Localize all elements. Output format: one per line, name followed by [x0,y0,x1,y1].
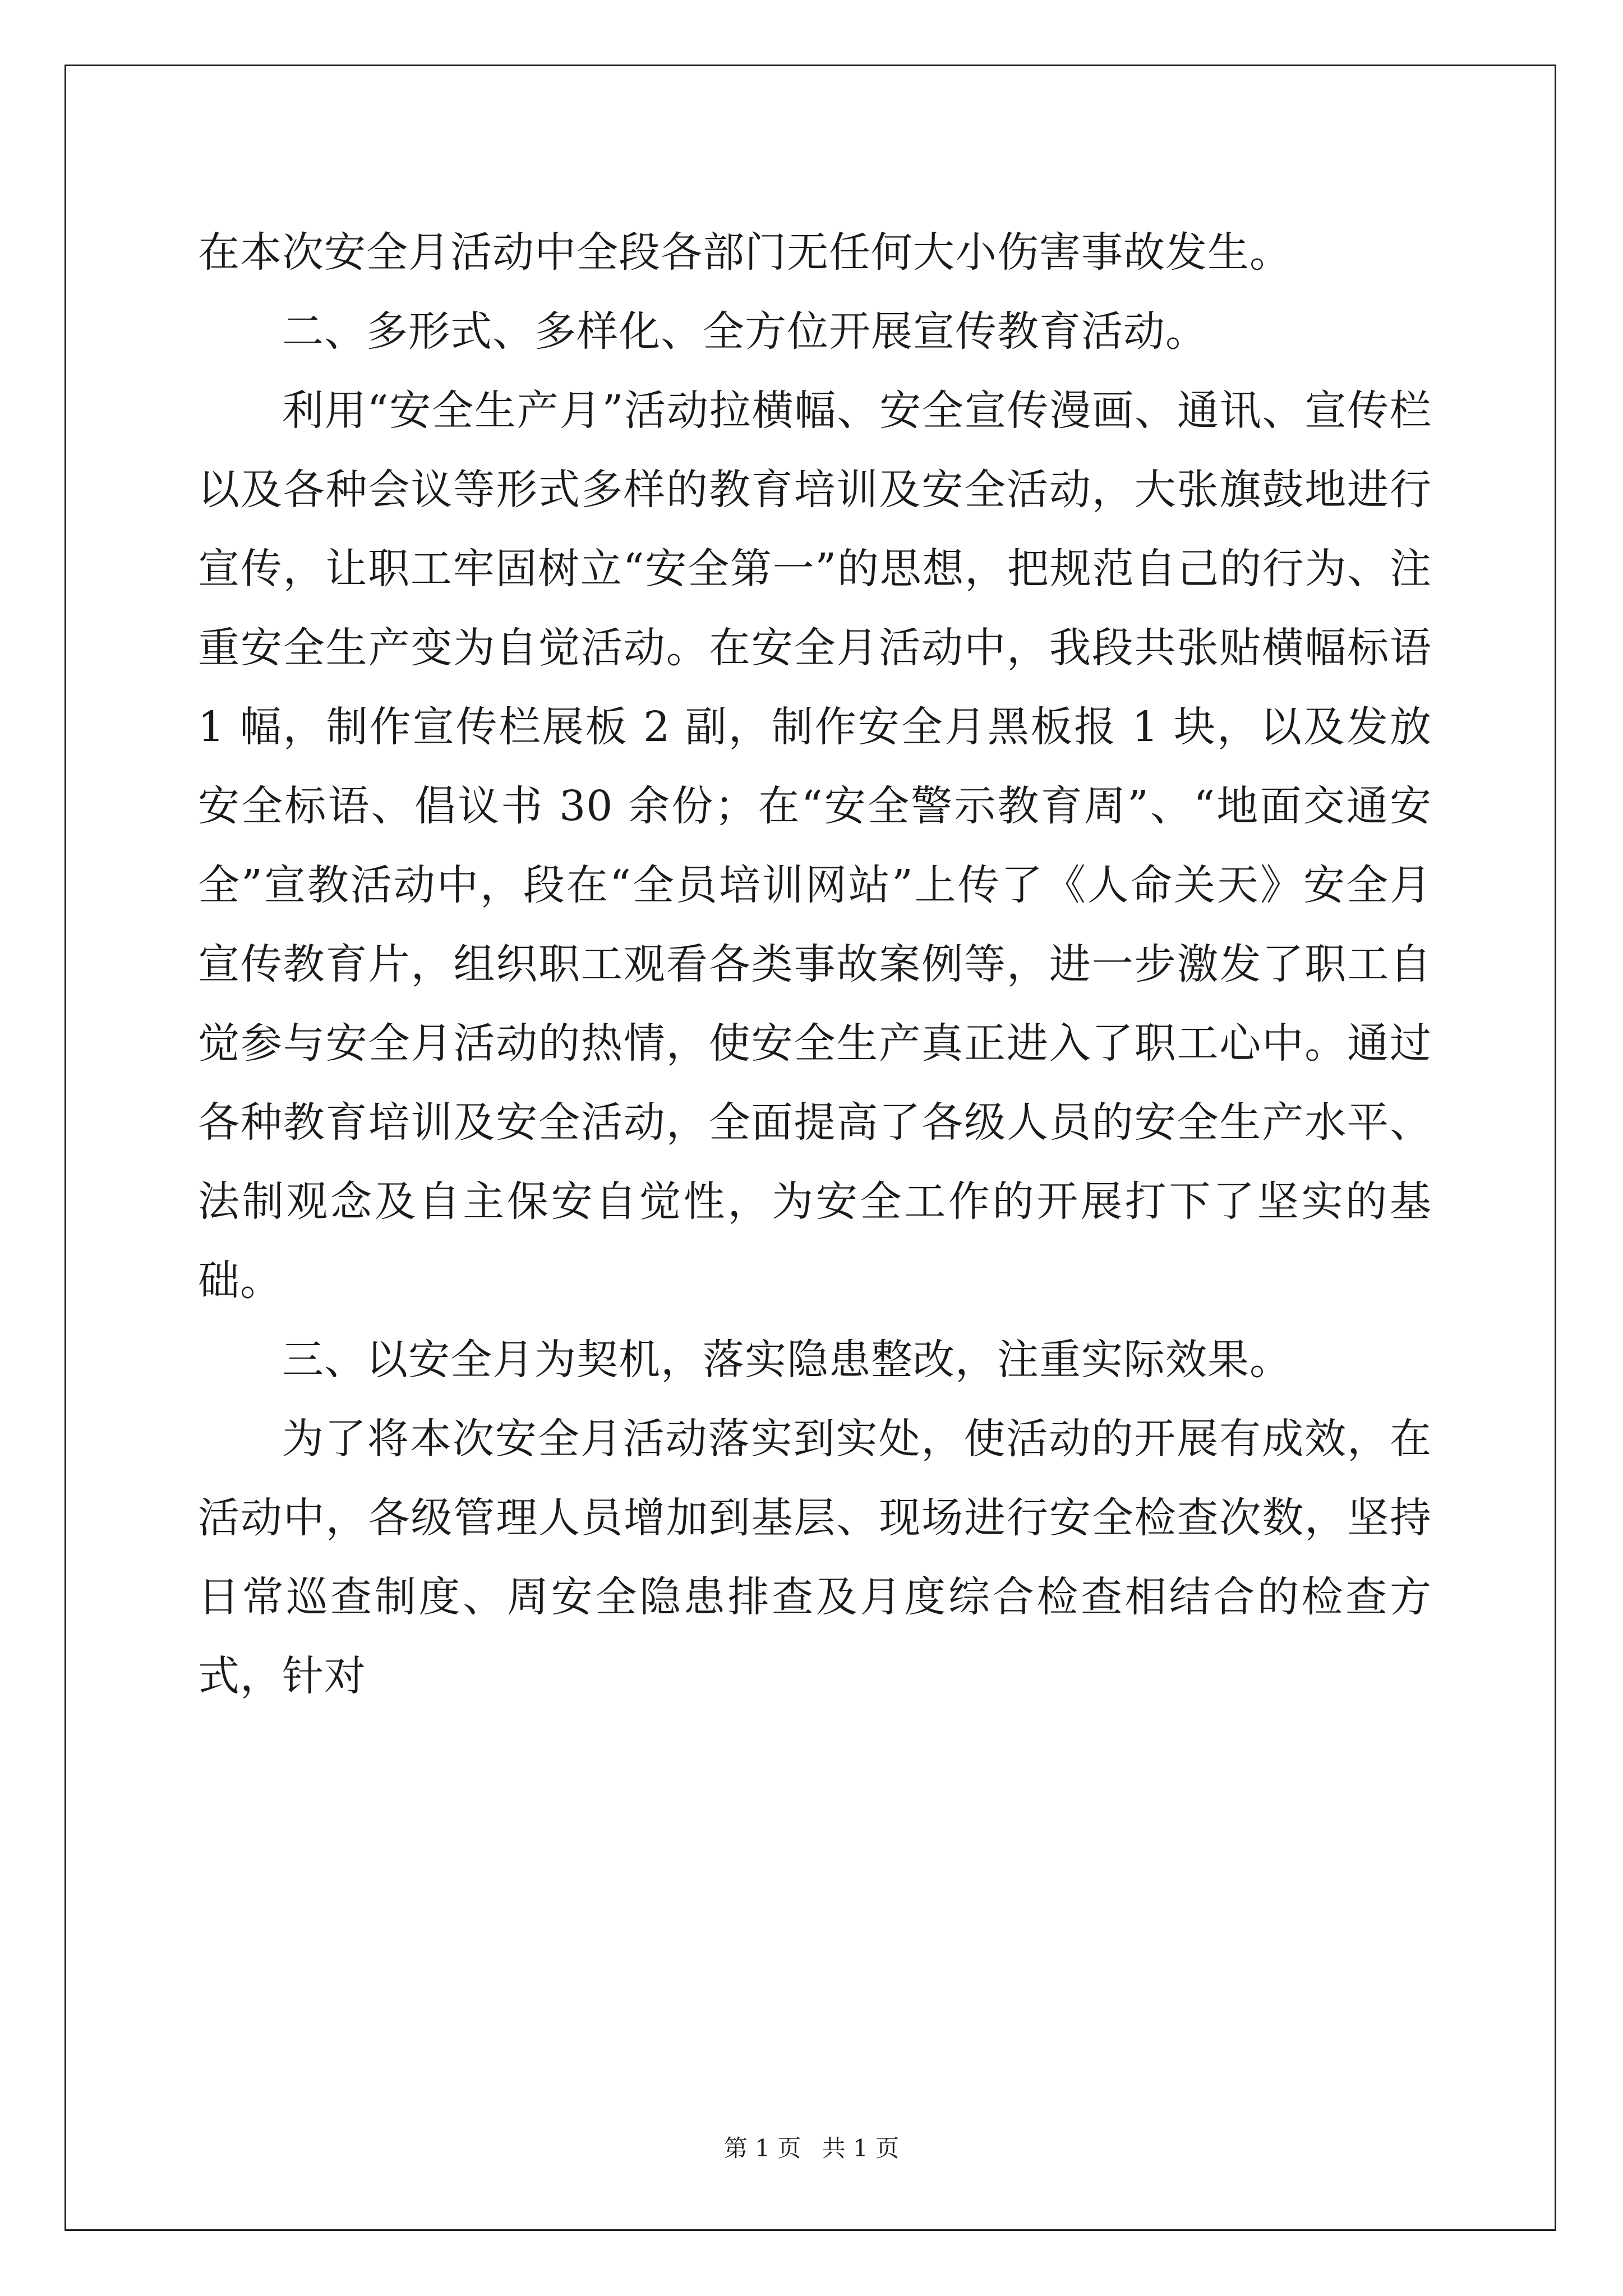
page-total: 共 1 页 [822,2134,900,2162]
paragraph-5: 为了将本次安全月活动落实到实处，使活动的开展有成效，在活动中，各级管理人员增加到基层、现场进行安全检查次数，坚持日常巡查制度、周安全隐患排查及月度综合检查相结合的检查方式，针对 [198,1415,1432,1700]
section-heading-3: 三、以安全月为契机，落实隐患整改，注重实际效果。 [282,1336,1292,1384]
section-heading-2: 二、多形式、多样化、全方位开展宣传教育活动。 [282,307,1207,356]
page-number: 第 1 页 [723,2134,801,2162]
paragraph-1: 在本次安全月活动中全段各部门无任何大小伤害事故发生。 [198,228,1292,277]
paragraph-3: 利用“安全生产月”活动拉横幅、安全宣传漫画、通讯、宣传栏以及各种会议等形式多样的教育培训及安全活动，大张旗鼓地进行宣传，让职工牢固树立“安全第一”的思想，把规范自己的行为、注重安全生产变为自觉活动。在安全月活动中，我段共张贴横幅标语 1 幅，制作宣传栏展板 2 副，制作安全月黑板报 1 块，以及发放安全标语、倡议书 30 余份；在“安全警示教育周”、“地面交通安全”宣教活动中，段在“全员培训网站”上传了《人命关天》安全月宣传教育片，组织职工观看各类事故案例等，进一步激发了职工自觉参与安全月活动的热情，使安全生产真正进入了职工心中。通过各种教育培训及安全活动，全面提高了各级人员的安全生产水平、法制观念及自主保安自觉性，为安全工作的开展打下了坚实的基础。 [198,386,1432,1305]
page-footer [0,2132,1623,2165]
document-body [198,213,1432,1716]
